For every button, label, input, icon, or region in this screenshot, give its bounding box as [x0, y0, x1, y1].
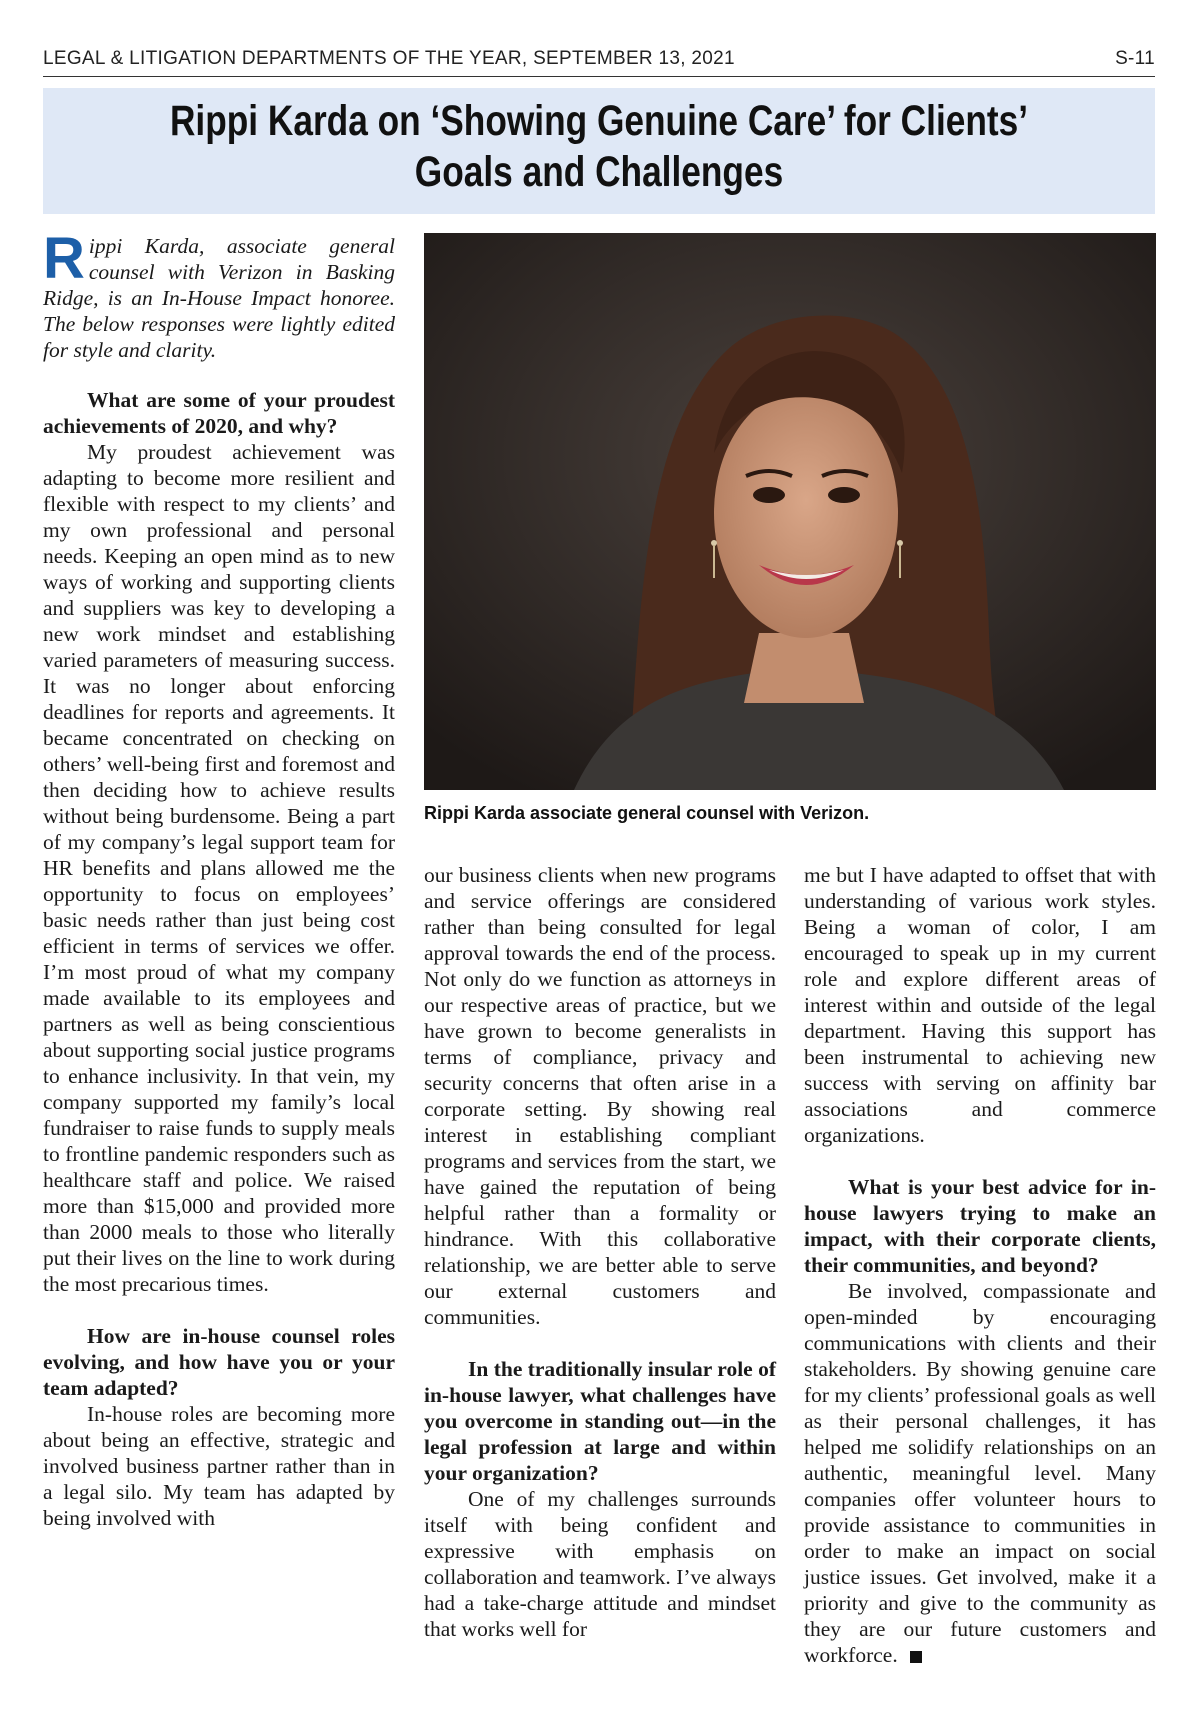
answer-3-part-1: One of my challenges surrounds itself with being confident and expressive with emphasis on collaboration and teamwork. I’ve always had a take-charge attitude and mindset that works well for: [424, 1487, 776, 1641]
article-column-2: [424, 862, 776, 1642]
portrait-photo: [424, 233, 1156, 790]
question-2: How are in-house counsel roles evolving, and how have you or your team adapted?: [43, 1324, 395, 1400]
article-intro: [43, 226, 395, 363]
question-4: What is your best advice for in-house lawyers trying to make an impact, with their corporate clients, their communities, and beyond?: [804, 1175, 1156, 1277]
headline-line-1: Rippi Karda on ‘Showing Genuine Care’ for Clients’: [169, 97, 1029, 145]
article-headline: [143, 88, 1055, 198]
answer-2-part-1: In-house roles are becoming more about being an effective, strategic and involved business partner rather than in a legal silo. My team has adapted by being involved with: [43, 1402, 395, 1530]
portrait-illustration: [424, 233, 1156, 790]
photo-caption: Rippi Karda associate general counsel with Verizon.: [424, 803, 870, 823]
end-of-article-mark: [910, 1651, 922, 1663]
question-1: What are some of your proudest achievements of 2020, and why?: [43, 388, 395, 438]
page-number: S-11: [1115, 48, 1155, 69]
article-column-3: [804, 862, 1156, 1668]
answer-3-part-2: me but I have adapted to offset that with understanding of various work styles. Being a woman of color, I am encouraged to speak up in my current role and explore different areas of interest within and outside of the legal department. Having this support has been instrumental to achieving new success with serving on affinity bar associations and commerce organizations.: [804, 863, 1156, 1147]
drop-cap: R: [43, 226, 85, 291]
headline-banner: [43, 88, 1155, 214]
answer-4-wrapper: [804, 1278, 1156, 1668]
article-column-1: [43, 226, 395, 1531]
answer-2-part-2: our business clients when new programs and service offerings are considered rather than being consulted for legal approval towards the end of the process. Not only do we function as attorneys in our respective areas of practice, but we have grown to become generalists in terms of compliance, privacy and security concerns that often arise in a corporate setting. By showing real interest in establishing compliant programs and services from the start, we have gained the reputation of being helpful rather than a formality or hindrance. With this collaborative relationship, we are better able to serve our external customers and communities.: [424, 863, 776, 1329]
headline-line-2: Goals and Challenges: [414, 148, 784, 196]
answer-1: My proudest achievement was adapting to become more resilient and flexible with respect to my clients’ and my own professional and personal needs. Keeping an open mind as to new ways of working and supporting clients and suppliers was key to developing a new work mindset and establishing varied parameters of measuring success. It was no longer about enforcing deadlines for reports and agreements. It became concentrated on checking on others’ well-being first and foremost and then deciding how to achieve results without being burdensome. Being a part of my company’s legal support team for HR benefits and plans allowed me the opportunity to focus on employees’ basic needs rather than just being cost efficient in terms of services we offer. I’m most proud of what my company made available to its employees and partners as well as being conscientious about supporting social justice programs to enhance inclusivity. In that vein, my company supported my family’s local fundraiser to raise funds to supply meals to frontline pandemic responders such as healthcare staff and police. We raised more than $15,000 and provided more than 2000 meals to those who literally put their lives on the line to work during the most precarious times.: [43, 440, 395, 1296]
section-title: LEGAL & LITIGATION DEPARTMENTS OF THE YEAR, SEPTEMBER 13, 2021: [43, 48, 735, 69]
answer-4: Be involved, compassionate and open-minded by encouraging communications with clients and their stakeholders. By showing genuine care for my clients’ professional goals as well as their personal challenges, it has helped me solidify relationships on an authentic, meaningful level. Many companies offer volunteer hours to provide assistance to communities in order to make an impact on social justice issues. Get involved, make it a priority and give to the community as they are our future customers and workforce.: [804, 1279, 1156, 1667]
running-header: [43, 46, 1155, 77]
intro-text: ippi Karda, associate general counsel with Verizon in Basking Ridge, is an In-House Impact honoree. The below responses were lightly edited for style and clarity.: [43, 234, 395, 362]
question-3: In the traditionally insular role of in-house lawyer, what challenges have you overcome in standing out—in the legal profession at large and within your organization?: [424, 1357, 776, 1485]
